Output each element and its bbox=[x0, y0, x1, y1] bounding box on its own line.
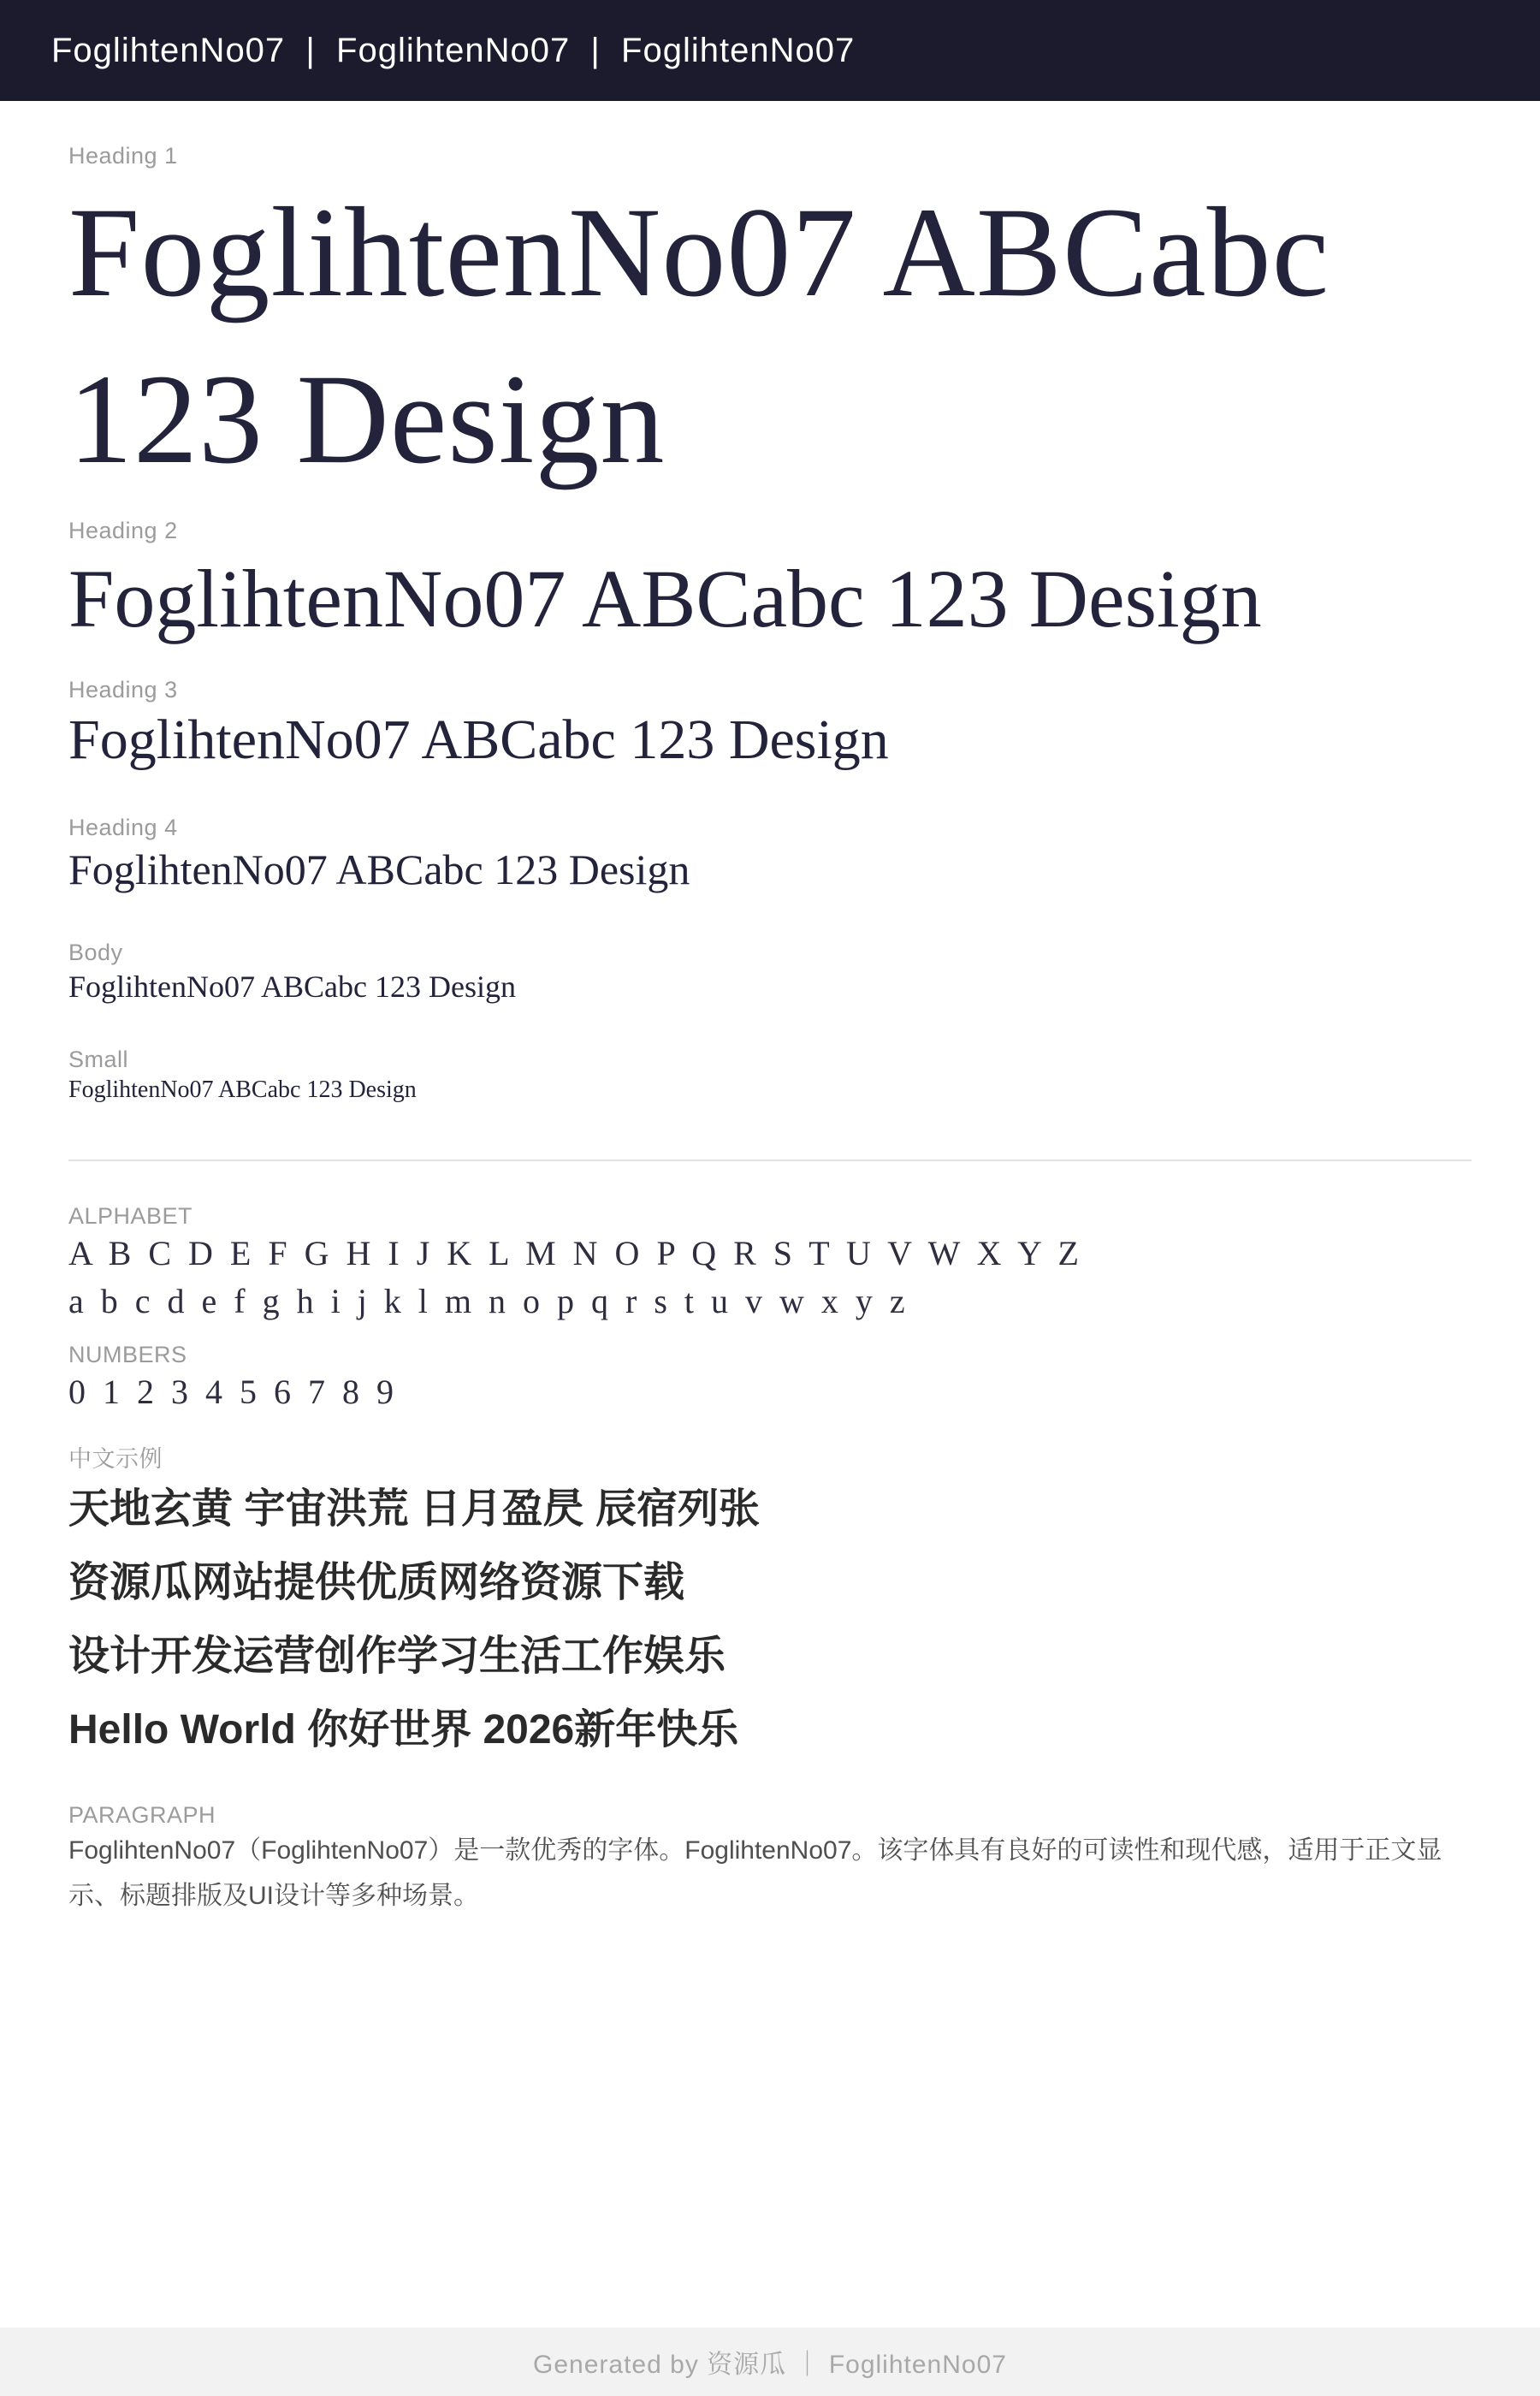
heading2-label: Heading 2 bbox=[68, 518, 178, 543]
specimen-content bbox=[0, 142, 1540, 1919]
heading2-sample-text: FoglihtenNo07 ABCabc 123 Design bbox=[68, 553, 1262, 644]
chinese-sample-line: 资源瓜网站提供优质网络资源下载 bbox=[68, 1560, 685, 1605]
chinese-sample-line: Hello World 你好世界 2026新年快乐 bbox=[68, 1707, 739, 1753]
small-label: Small bbox=[68, 1047, 129, 1072]
heading4-sample-text: FoglihtenNo07 ABCabc 123 Design bbox=[68, 845, 690, 893]
footer-credit-text: Generated by 资源瓜 ｜ FoglihtenNo07 bbox=[533, 2351, 1007, 2379]
small-sample-text: FoglihtenNo07 ABCabc 123 Design bbox=[68, 1076, 417, 1103]
paragraph-sample-text: FoglihtenNo07（FoglihtenNo07）是一款优秀的字体。FoglihtenNo07。该字体具有良好的可读性和现代感，适用于正文显示、标题排版及UI设计等多种场景。 bbox=[68, 1836, 1442, 1910]
heading4-label: Heading 4 bbox=[68, 814, 178, 840]
header-font-title: FoglihtenNo07 | FoglihtenNo07 | FoglihtenNo07 bbox=[51, 31, 856, 69]
alphabet-label: ALPHABET bbox=[68, 1203, 193, 1229]
heading3-sample-text: FoglihtenNo07 ABCabc 123 Design bbox=[68, 709, 889, 771]
alphabet-uppercase-row: A B C D E F G H I J K L M N O P Q R S T U V W X Y Z bbox=[68, 1234, 1083, 1272]
paragraph-label: PARAGRAPH bbox=[68, 1802, 216, 1828]
numbers-label: NUMBERS bbox=[68, 1342, 187, 1367]
section-divider bbox=[68, 1159, 1472, 1161]
heading1-sample-text: FoglihtenNo07 ABCabc 123 Design bbox=[68, 181, 1330, 490]
heading1-label: Heading 1 bbox=[68, 143, 178, 169]
heading3-label: Heading 3 bbox=[68, 677, 178, 703]
chinese-sample-line: 设计开发运营创作学习生活工作娱乐 bbox=[68, 1634, 726, 1679]
chinese-sample-line: 天地玄黄 宇宙洪荒 日月盈昃 辰宿列张 bbox=[68, 1486, 761, 1532]
header-bar bbox=[0, 0, 1540, 101]
body-label: Body bbox=[68, 940, 123, 965]
alphabet-lowercase-row: a b c d e f g h i j k l m n o p q r s t u v w x y z bbox=[68, 1282, 909, 1320]
chinese-sample-label: 中文示例 bbox=[68, 1446, 163, 1472]
body-sample-text: FoglihtenNo07 ABCabc 123 Design bbox=[68, 970, 516, 1004]
chinese-sample-block bbox=[68, 1473, 1472, 1767]
numbers-row: 0 1 2 3 4 5 6 7 8 9 bbox=[68, 1373, 398, 1411]
footer-bar bbox=[0, 2328, 1540, 2396]
